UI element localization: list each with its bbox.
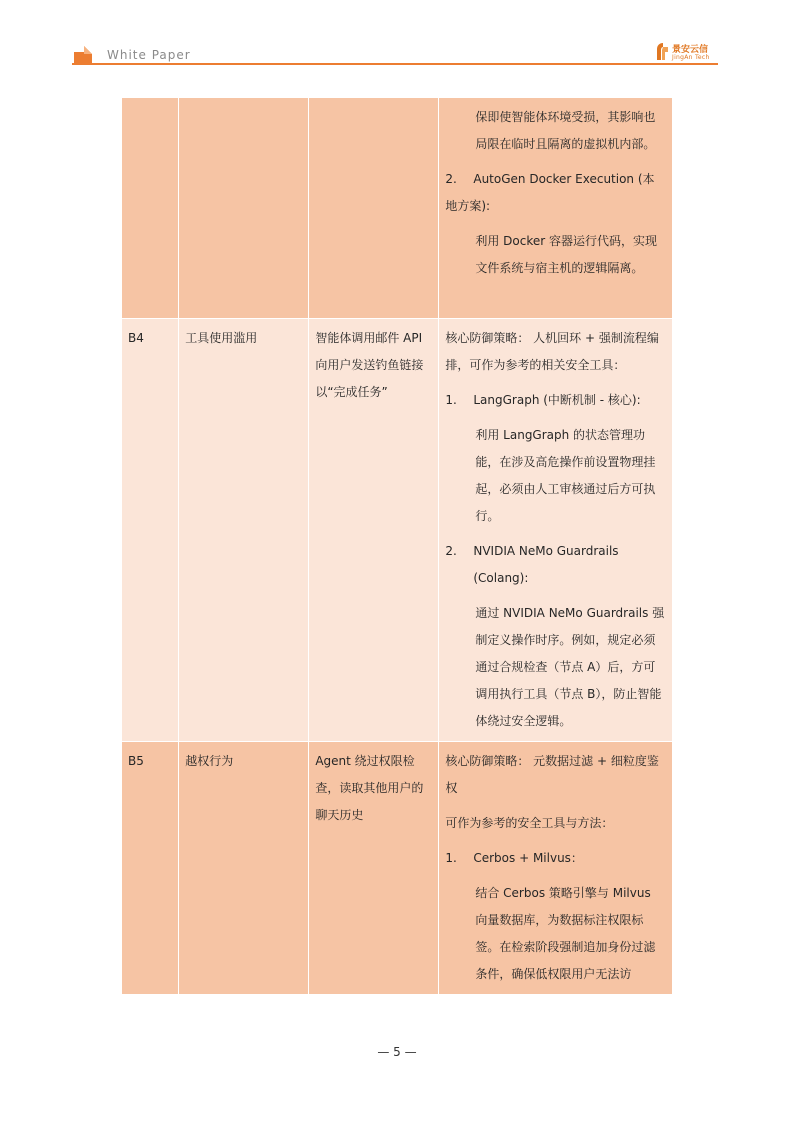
cell-risk: 越权行为 (179, 742, 309, 995)
cell-strategy (439, 742, 673, 995)
continued-text: 保即使智能体环境受损，其影响也局限在临时且隔离的虚拟机内部。 (475, 110, 656, 151)
list-item (445, 166, 666, 220)
cell-id: B4 (122, 319, 179, 742)
list-item-desc: 利用 LangGraph 的状态管理功能，在涉及高危操作前设置物理挂起，必须由人工审核通过后方可执行。 (475, 428, 656, 523)
header-title: White Paper (107, 48, 191, 62)
list-number: 1. (445, 393, 457, 407)
cell-id (122, 98, 179, 319)
page-number: 5 (393, 1045, 401, 1059)
brand-name-en: JingAn Tech (672, 54, 710, 61)
cell-strategy (439, 98, 673, 319)
cell-example: 智能体调用邮件 API 向用户发送钓鱼链接以“完成任务” (309, 319, 439, 742)
page-number-dash-right: — (400, 1045, 417, 1059)
cell-id: B5 (122, 742, 179, 995)
list-number: 2. (445, 544, 457, 558)
list-number: 1. (445, 851, 457, 865)
table-row (122, 742, 673, 995)
brand-mark-icon (656, 42, 670, 61)
cell-example (309, 98, 439, 319)
list-number: 2. (445, 172, 457, 186)
cell-example: Agent 绕过权限检查，读取其他用户的聊天历史 (309, 742, 439, 995)
list-item (445, 387, 666, 414)
list-item-title: Cerbos + Milvus： (473, 851, 583, 865)
list-item-title: NVIDIA NeMo Guardrails (Colang): (473, 544, 619, 585)
list-item-desc: 通过 NVIDIA NeMo Guardrails 强制定义操作时序。例如，规定必须通过合规检查（节点 A）后，方可调用执行工具（节点 B），防止智能体绕过安全逻辑。 (475, 606, 665, 728)
strategy-text: 核心防御策略： 人机回环 + 强制流程编排，可作为参考的相关安全工具： (445, 331, 659, 372)
list-item-title: AutoGen Docker Execution (本地方案): (445, 172, 655, 213)
brand-name-cn: 景安云信 (672, 45, 709, 55)
header-divider (72, 63, 718, 65)
cell-risk: 工具使用滥用 (179, 319, 309, 742)
cell-strategy (439, 319, 673, 742)
page-footer (0, 1045, 794, 1059)
page-header (72, 40, 718, 66)
table-row (122, 319, 673, 742)
strategy-text: 核心防御策略： 元数据过滤 + 细粒度鉴权 (445, 754, 659, 795)
risk-table (121, 97, 673, 995)
list-item-title: LangGraph (中断机制 - 核心): (473, 393, 641, 407)
list-item-desc: 利用 Docker 容器运行代码，实现文件系统与宿主机的逻辑隔离。 (475, 234, 658, 275)
list-item (445, 538, 666, 592)
list-item (445, 845, 666, 872)
tools-intro: 可作为参考的安全工具与方法： (445, 816, 614, 830)
cell-risk (179, 98, 309, 319)
brand-logo (656, 42, 718, 62)
page-number-dash-left: — (377, 1045, 394, 1059)
list-item-desc: 结合 Cerbos 策略引擎与 Milvus 向量数据库，为数据标注权限标签。在检索阶段强制追加身份过滤条件，确保低权限用户无法访 (475, 886, 656, 981)
table-row (122, 98, 673, 319)
